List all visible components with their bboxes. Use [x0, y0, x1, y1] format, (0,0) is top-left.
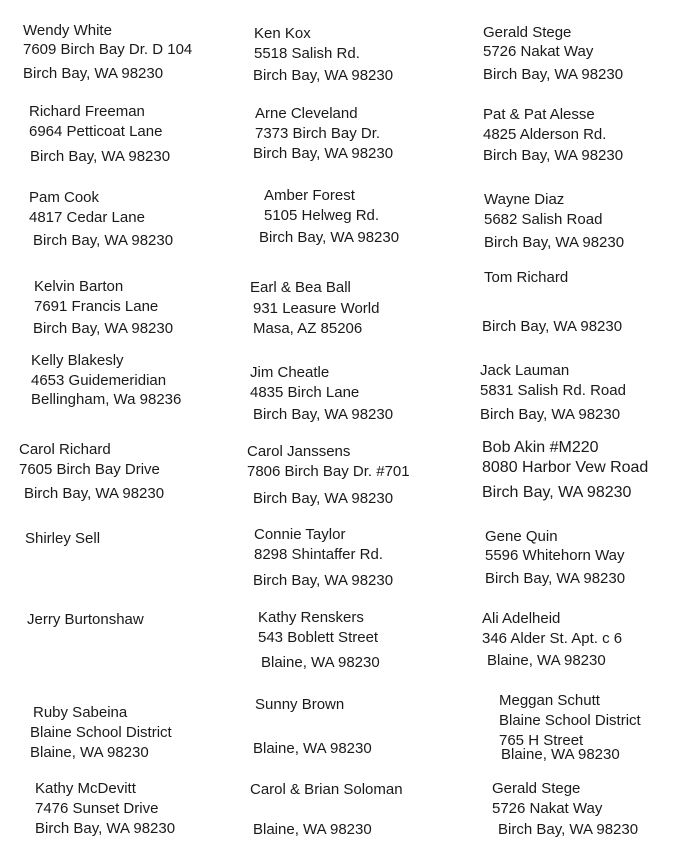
city-state-zip: Birch Bay, WA 98230 [253, 490, 394, 507]
recipient-name: Ruby Sabeina [33, 704, 128, 721]
city-state-zip: Blaine, WA 98230 [253, 821, 372, 838]
street-address: 5105 Helweg Rd. [264, 207, 380, 224]
city-state-zip: Birch Bay, WA 98230 [35, 820, 176, 837]
street-address: 7476 Sunset Drive [35, 800, 159, 817]
street-address: 765 H Street [499, 732, 584, 749]
recipient-name: Jerry Burtonshaw [27, 611, 144, 628]
city-state-zip: Blaine, WA 98230 [487, 652, 606, 669]
recipient-name: Kelvin Barton [34, 278, 124, 295]
city-state-zip: Birch Bay, WA 98230 [24, 485, 165, 502]
street-address: 7691 Francis Lane [34, 298, 159, 315]
street-address: 4653 Guidemeridian [31, 372, 167, 389]
city-state-zip: Birch Bay, WA 98230 [33, 232, 174, 249]
recipient-name: Kathy Renskers [258, 609, 364, 626]
street-address: 7609 Birch Bay Dr. D 104 [23, 41, 193, 58]
street-address: 6964 Petticoat Lane [29, 123, 163, 140]
city-state-zip: Birch Bay, WA 98230 [498, 821, 639, 838]
street-address: 931 Leasure World [253, 300, 380, 317]
city-state-zip: Birch Bay, WA 98230 [483, 66, 624, 83]
recipient-name: Meggan Schutt [499, 692, 600, 709]
street-address: 8298 Shintaffer Rd. [254, 546, 383, 563]
recipient-name: Kelly Blakesly [31, 352, 124, 369]
recipient-name: Carol Janssens [247, 443, 351, 460]
street-address: 7373 Birch Bay Dr. [255, 125, 381, 142]
street-address: 5518 Salish Rd. [254, 45, 360, 62]
street-address: 5831 Salish Rd. Road [480, 382, 626, 399]
recipient-name: Jim Cheatle [250, 364, 330, 381]
city-state-zip: Birch Bay, WA 98230 [482, 484, 632, 501]
street-address: 543 Boblett Street [258, 629, 379, 646]
recipient-name: Arne Cleveland [255, 105, 358, 122]
recipient-name: Pam Cook [29, 189, 100, 206]
recipient-name: Ken Kox [254, 25, 311, 42]
recipient-name: Gerald Stege [492, 780, 581, 797]
city-state-zip: Birch Bay, WA 98230 [480, 406, 621, 423]
recipient-name: Carol & Brian Soloman [250, 781, 403, 798]
recipient-name: Bob Akin #M220 [482, 439, 599, 456]
recipient-name: Sunny Brown [255, 696, 345, 713]
street-address: 4817 Cedar Lane [29, 209, 145, 226]
city-state-zip: Birch Bay, WA 98230 [253, 67, 394, 84]
recipient-name: Carol Richard [19, 441, 111, 458]
city-state-zip: Masa, AZ 85206 [253, 320, 363, 337]
city-state-zip: Blaine, WA 98230 [501, 746, 620, 763]
city-state-zip: Birch Bay, WA 98230 [23, 65, 164, 82]
city-state-zip: Birch Bay, WA 98230 [482, 318, 623, 335]
street-address: 5596 Whitehorn Way [485, 547, 625, 564]
recipient-name: Tom Richard [484, 269, 569, 286]
city-state-zip: Birch Bay, WA 98230 [483, 147, 624, 164]
recipient-name: Richard Freeman [29, 103, 145, 120]
recipient-name: Gene Quin [485, 528, 558, 545]
city-state-zip: Birch Bay, WA 98230 [253, 572, 394, 589]
recipient-name: Kathy McDevitt [35, 780, 136, 797]
recipient-name: Pat & Pat Alesse [483, 106, 595, 123]
city-state-zip: Birch Bay, WA 98230 [259, 229, 400, 246]
street-address: 5726 Nakat Way [492, 800, 603, 817]
city-state-zip: Birch Bay, WA 98230 [33, 320, 174, 337]
recipient-name: Jack Lauman [480, 362, 570, 379]
recipient-name: Wendy White [23, 22, 112, 39]
street-address: 7806 Birch Bay Dr. #701 [247, 463, 410, 480]
street-address: Blaine School District [499, 712, 641, 729]
recipient-name: Shirley Sell [25, 530, 101, 547]
city-state-zip: Birch Bay, WA 98230 [253, 145, 394, 162]
street-address: 4835 Birch Lane [250, 384, 360, 401]
street-address: 346 Alder St. Apt. c 6 [482, 630, 623, 647]
city-state-zip: Bellingham, Wa 98236 [31, 391, 182, 408]
street-address: Blaine School District [30, 724, 172, 741]
recipient-name: Ali Adelheid [482, 610, 561, 627]
recipient-name: Earl & Bea Ball [250, 279, 351, 296]
street-address: 8080 Harbor Vew Road [482, 459, 649, 476]
street-address: 4825 Alderson Rd. [483, 126, 607, 143]
recipient-name: Gerald Stege [483, 24, 572, 41]
city-state-zip: Blaine, WA 98230 [253, 740, 372, 757]
recipient-name: Amber Forest [264, 187, 355, 204]
recipient-name: Wayne Diaz [484, 191, 565, 208]
street-address: 5726 Nakat Way [483, 43, 594, 60]
street-address: 7605 Birch Bay Drive [19, 461, 160, 478]
city-state-zip: Birch Bay, WA 98230 [484, 234, 625, 251]
city-state-zip: Birch Bay, WA 98230 [485, 570, 626, 587]
city-state-zip: Birch Bay, WA 98230 [30, 148, 171, 165]
street-address: 5682 Salish Road [484, 211, 603, 228]
city-state-zip: Blaine, WA 98230 [261, 654, 380, 671]
city-state-zip: Blaine, WA 98230 [30, 744, 149, 761]
city-state-zip: Birch Bay, WA 98230 [253, 406, 394, 423]
recipient-name: Connie Taylor [254, 526, 346, 543]
